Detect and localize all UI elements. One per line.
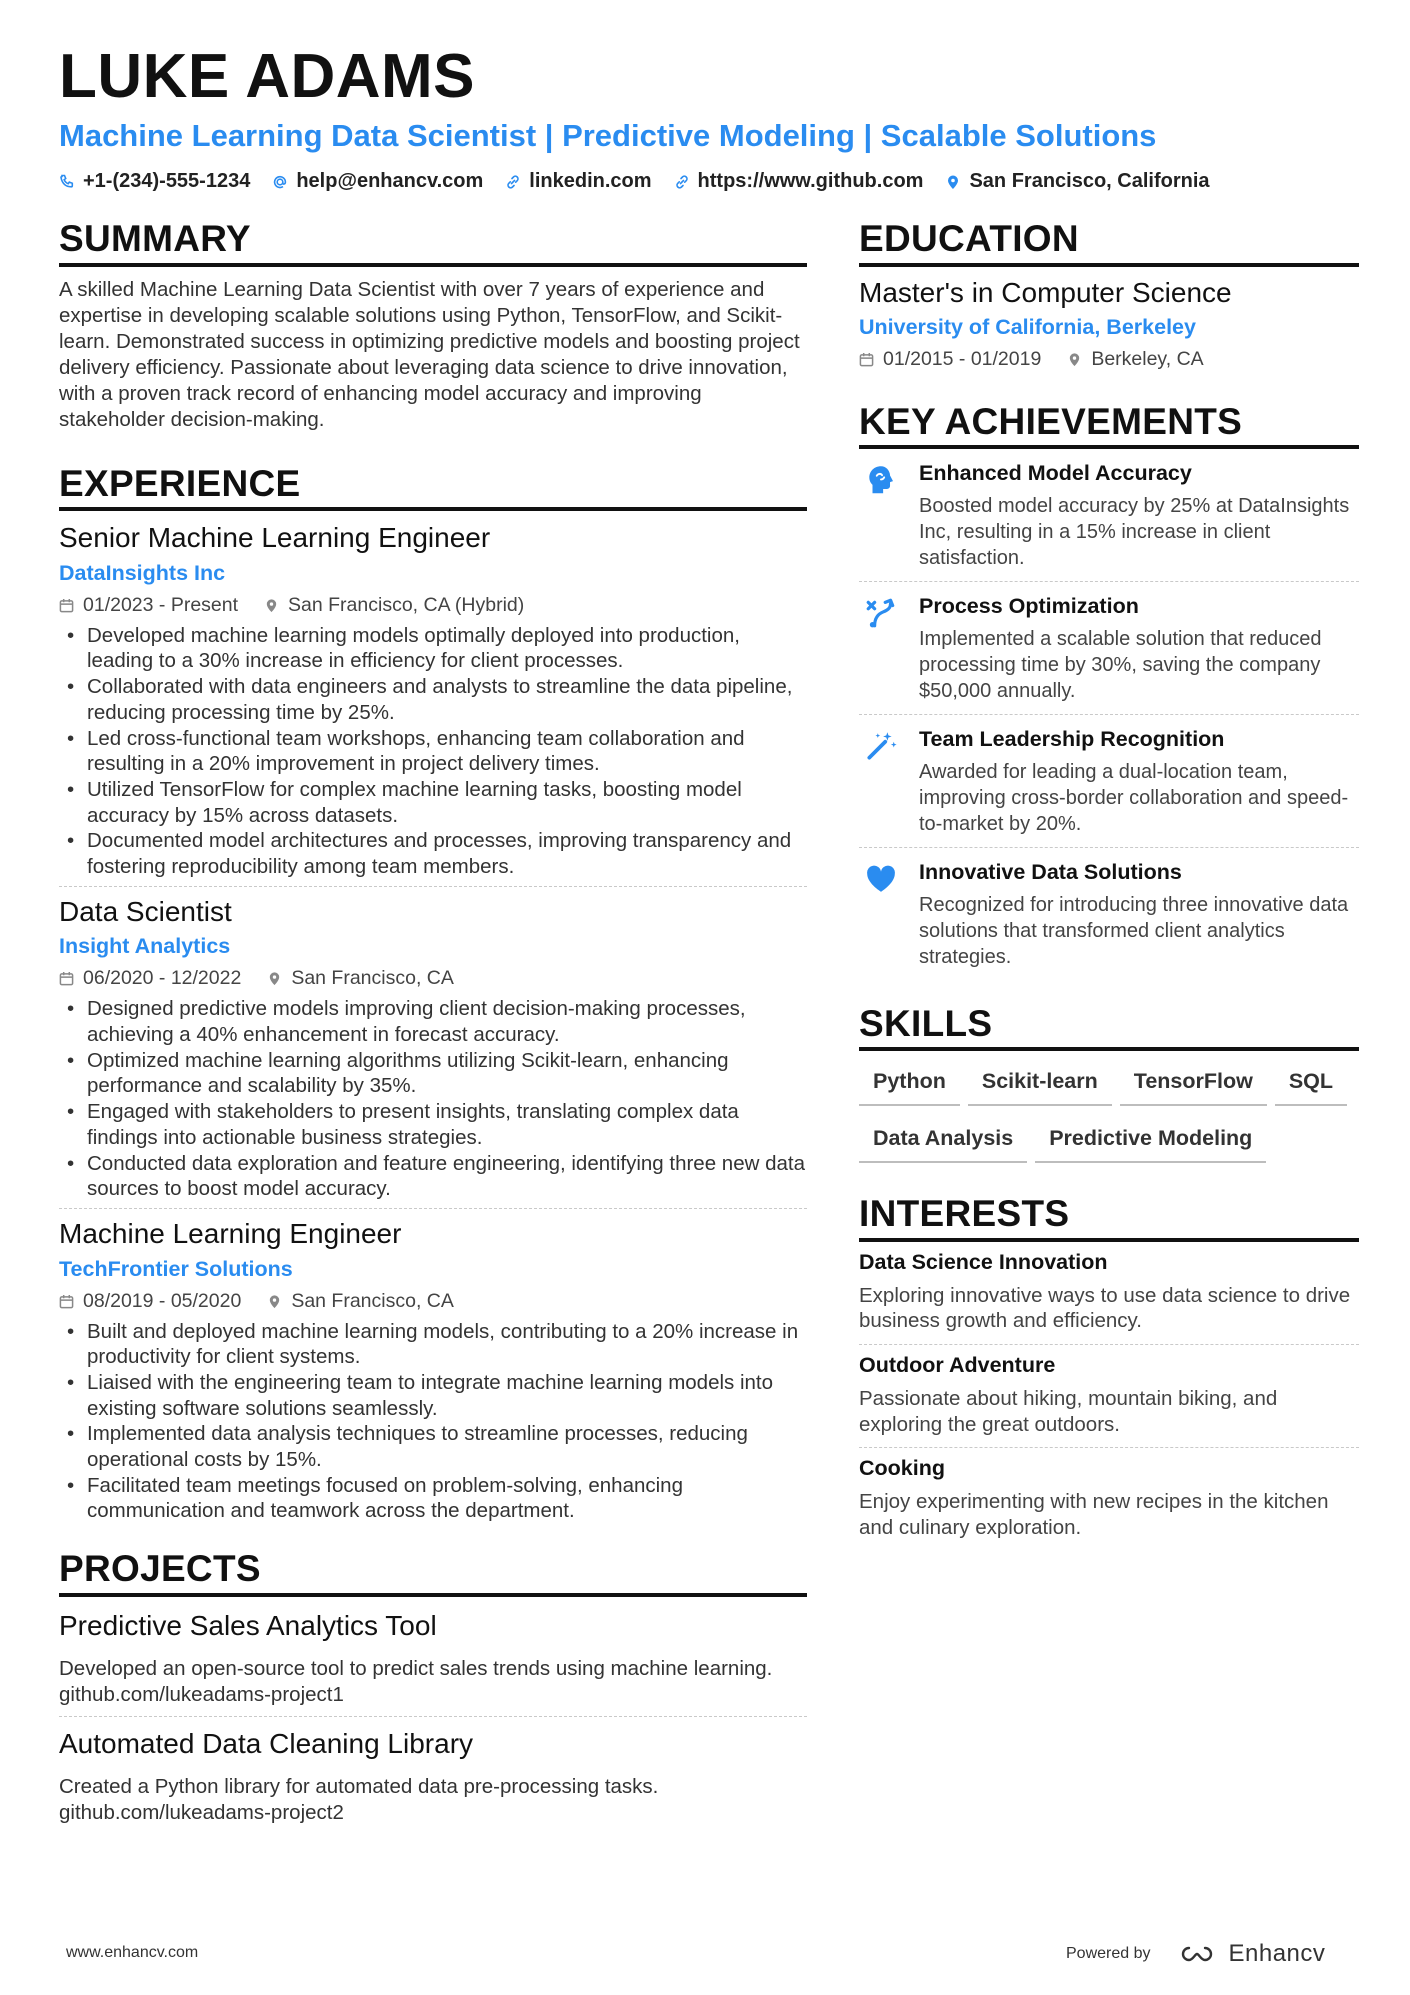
achievement-icon-wrap [859,727,903,837]
bullet-item: • Built and deployed machine learning models, contributing to a 20% increase in productivity for client systems. [59,1319,807,1370]
summary-text: A skilled Machine Learning Data Scientist with over 7 years of experience and expertise in developing scalable solutions using Python, TensorFlow, and Scikit-learn. Demonstrated success in optimizing predictive models and boosting project delivery efficiency. Passionate about leveraging data science to drive innovation, with a proven track record of enhancing model accuracy and improving stakeholder decision-making. [59,277,800,431]
skill-tag: Python [859,1063,960,1106]
job-dates-text: 06/2020 - 12/2022 [83,967,242,990]
interest-desc: Exploring innovative ways to use data science to drive business growth and efficiency. [859,1283,1351,1333]
achievement-title: Enhanced Model Accuracy [919,461,1192,486]
achievement-title: Innovative Data Solutions [919,860,1182,885]
education-location-text: Berkeley, CA [1091,347,1204,370]
location-pin-icon [267,971,282,986]
achievement-desc: Boosted model accuracy by 25% at DataInsights Inc, resulting in a 15% increase in client satisfaction. [919,495,1350,569]
skill-tag: TensorFlow [1120,1063,1267,1106]
calendar-icon [59,1294,74,1309]
school-name: University of California, Berkeley [859,314,1196,339]
skill-tag: Predictive Modeling [1035,1120,1266,1163]
bullet-item: • Designed predictive models improving client decision-making processes, achieving a 40% enhancement in forecast accuracy. [59,996,807,1047]
interest-desc: Passionate about hiking, mountain biking, and exploring the great outdoors. [859,1387,1278,1436]
achievement-icon-wrap [859,461,903,571]
job-title: Senior Machine Learning Engineer [59,522,491,554]
contact-email[interactable] [272,170,483,193]
bullet-item: • Developed machine learning models optimally deployed into production, leading to a 30% increase in efficiency for client processes. [59,623,807,674]
contact-linkedin[interactable] [505,170,651,193]
interest-title: Cooking [859,1456,945,1481]
achievement-body [919,461,1359,571]
contact-phone[interactable] [59,170,250,193]
bullet-item: • Led cross-functional team workshops, enhancing team collaboration and resulting in a 20% improvement in project delivery times. [59,726,807,777]
head-brain-icon [864,463,898,497]
achievement-body [919,727,1359,837]
calendar-icon [59,971,74,986]
interest-item [859,1447,1359,1550]
projects-title: PROJECTS [59,1548,807,1597]
experience-title: EXPERIENCE [59,463,807,512]
education-dates-text: 01/2015 - 01/2019 [883,347,1042,370]
job-dates [59,967,241,990]
job-location-text: San Francisco, CA [291,1289,454,1312]
job-entry [59,1208,807,1530]
achievement-title: Team Leadership Recognition [919,727,1225,752]
summary-title: SUMMARY [59,218,807,267]
job-location [264,594,524,617]
job-meta [59,594,807,617]
achievement-desc: Awarded for leading a dual-location team, improving cross-border collaboration and speed-to-market by 20%. [919,761,1349,835]
skill-tag: Data Analysis [859,1120,1027,1163]
bullet-item: • Utilized TensorFlow for complex machine learning tasks, boosting model accuracy by 15% across datasets. [59,777,807,828]
location-pin-icon [264,598,279,613]
skills-section [859,1003,1359,1164]
contact-github-text: https://www.github.com [697,170,924,192]
calendar-icon [59,598,74,613]
job-entry [59,521,807,886]
footer-powered [1066,1940,1325,1968]
job-title: Data Scientist [59,895,232,927]
phone-icon [59,174,75,190]
powered-by-label: Powered by [1066,1945,1151,1962]
right-column [859,218,1359,1551]
interests-title: INTERESTS [859,1193,1359,1242]
job-bullets [59,623,807,880]
magic-wand-icon [864,729,898,763]
projects-section [59,1548,807,1834]
calendar-icon [859,352,874,367]
summary-section [59,218,807,433]
contact-linkedin-text: linkedin.com [529,170,652,192]
achievement-body [919,860,1359,970]
job-dates-text: 08/2019 - 05/2020 [83,1289,242,1312]
achievement-desc: Recognized for introducing three innovative data solutions that transformed client analytics strategies. [919,894,1349,968]
achievement-icon-wrap [859,594,903,704]
bullet-item: • Liaised with the engineering team to integrate machine learning models into existing software solutions seamlessly. [59,1370,807,1421]
achievement-body [919,594,1359,704]
project-desc: Created a Python library for automated data pre-processing tasks. github.com/lukeadams-project2 [59,1775,659,1824]
brand-name: Enhancv [1228,1940,1326,1967]
education-location [1067,348,1203,371]
job-location [267,967,454,990]
location-pin-icon [945,174,961,190]
bullet-item: • Engaged with stakeholders to present insights, translating complex data findings into actionable business strategies. [59,1099,807,1150]
enhancv-logo-icon [1175,1942,1219,1966]
interest-item [859,1344,1359,1447]
achievement-title: Process Optimization [919,594,1139,619]
contact-email-text: help@enhancv.com [296,170,484,192]
experience-section [59,463,807,1531]
job-dates [59,594,238,617]
achievement-item [859,714,1359,847]
contact-bar [59,170,1210,193]
project-entry [59,1609,807,1716]
job-location-text: San Francisco, CA (Hybrid) [288,593,525,616]
skill-tag: SQL [1275,1063,1347,1106]
interest-title: Outdoor Adventure [859,1353,1056,1378]
job-dates-text: 01/2023 - Present [83,593,239,616]
skill-tag: Scikit-learn [968,1063,1112,1106]
job-dates [59,1290,241,1313]
achievement-item [859,449,1359,581]
interest-title: Data Science Innovation [859,1249,1108,1274]
at-icon [272,174,288,190]
education-dates [859,348,1041,371]
interest-desc: Enjoy experimenting with new recipes in the kitchen and culinary exploration. [859,1490,1329,1540]
skills-title: SKILLS [859,1003,1359,1052]
route-arrow-icon [864,596,898,630]
achievement-icon-wrap [859,860,903,970]
degree: Master's in Computer Science [859,276,1232,308]
job-meta [59,1290,807,1313]
footer-url[interactable]: www.enhancv.com [66,1944,199,1961]
left-column [59,218,807,1834]
contact-github[interactable] [674,170,924,193]
job-location [267,1290,454,1313]
bullet-item: • Conducted data exploration and feature engineering, identifying three new data sources to boost model accuracy. [59,1151,807,1202]
interests-section [859,1193,1359,1551]
contact-phone-text: +1-(234)-555-1234 [83,170,251,192]
project-title: Automated Data Cleaning Library [59,1727,474,1759]
education-meta [859,348,1359,371]
company-name: Insight Analytics [59,934,231,959]
job-title: Machine Learning Engineer [59,1217,402,1249]
job-location-text: San Francisco, CA [291,967,454,990]
education-title: EDUCATION [859,218,1359,267]
link-icon [674,174,690,190]
location-pin-icon [1067,352,1082,367]
candidate-name: LUKE ADAMS [59,42,476,111]
job-meta [59,967,807,990]
job-bullets [59,1319,807,1525]
job-entry [59,886,807,1208]
achievements-title: KEY ACHIEVEMENTS [859,401,1359,450]
heart-icon [864,862,898,896]
location-pin-icon [267,1294,282,1309]
company-name: DataInsights Inc [59,560,226,585]
brand-logo[interactable] [1175,1940,1326,1968]
achievements-section [859,401,1359,981]
bullet-item: • Facilitated team meetings focused on problem-solving, enhancing communication and teamwork across the department. [59,1473,807,1524]
job-bullets [59,996,807,1202]
company-name: TechFrontier Solutions [59,1256,293,1281]
contact-location [945,170,1209,193]
bullet-item: • Optimized machine learning algorithms utilizing Scikit-learn, enhancing performance and scalability by 35%. [59,1048,807,1099]
link-icon [505,174,521,190]
headline: Machine Learning Data Scientist | Predictive Modeling | Scalable Solutions [59,118,1157,153]
bullet-item: • Collaborated with data engineers and analysts to streamline the data pipeline, reducing processing time by 25%. [59,674,807,725]
achievement-desc: Implemented a scalable solution that reduced processing time by 30%, saving the company $50,000 annually. [919,628,1322,702]
skills-list [859,1063,1359,1163]
project-desc: Developed an open-source tool to predict sales trends using machine learning. github.com/lukeadams-project1 [59,1657,773,1706]
interest-item [859,1242,1359,1344]
achievement-item [859,847,1359,980]
achievement-item [859,581,1359,714]
education-section [859,218,1359,371]
bullet-item: • Documented model architectures and processes, improving transparency and fostering reproducibility among team members. [59,828,807,879]
project-title: Predictive Sales Analytics Tool [59,1609,437,1641]
project-entry [59,1716,807,1834]
bullet-item: • Implemented data analysis techniques to streamline processes, reducing operational costs by 15%. [59,1421,807,1472]
contact-location-text: San Francisco, California [969,170,1210,192]
